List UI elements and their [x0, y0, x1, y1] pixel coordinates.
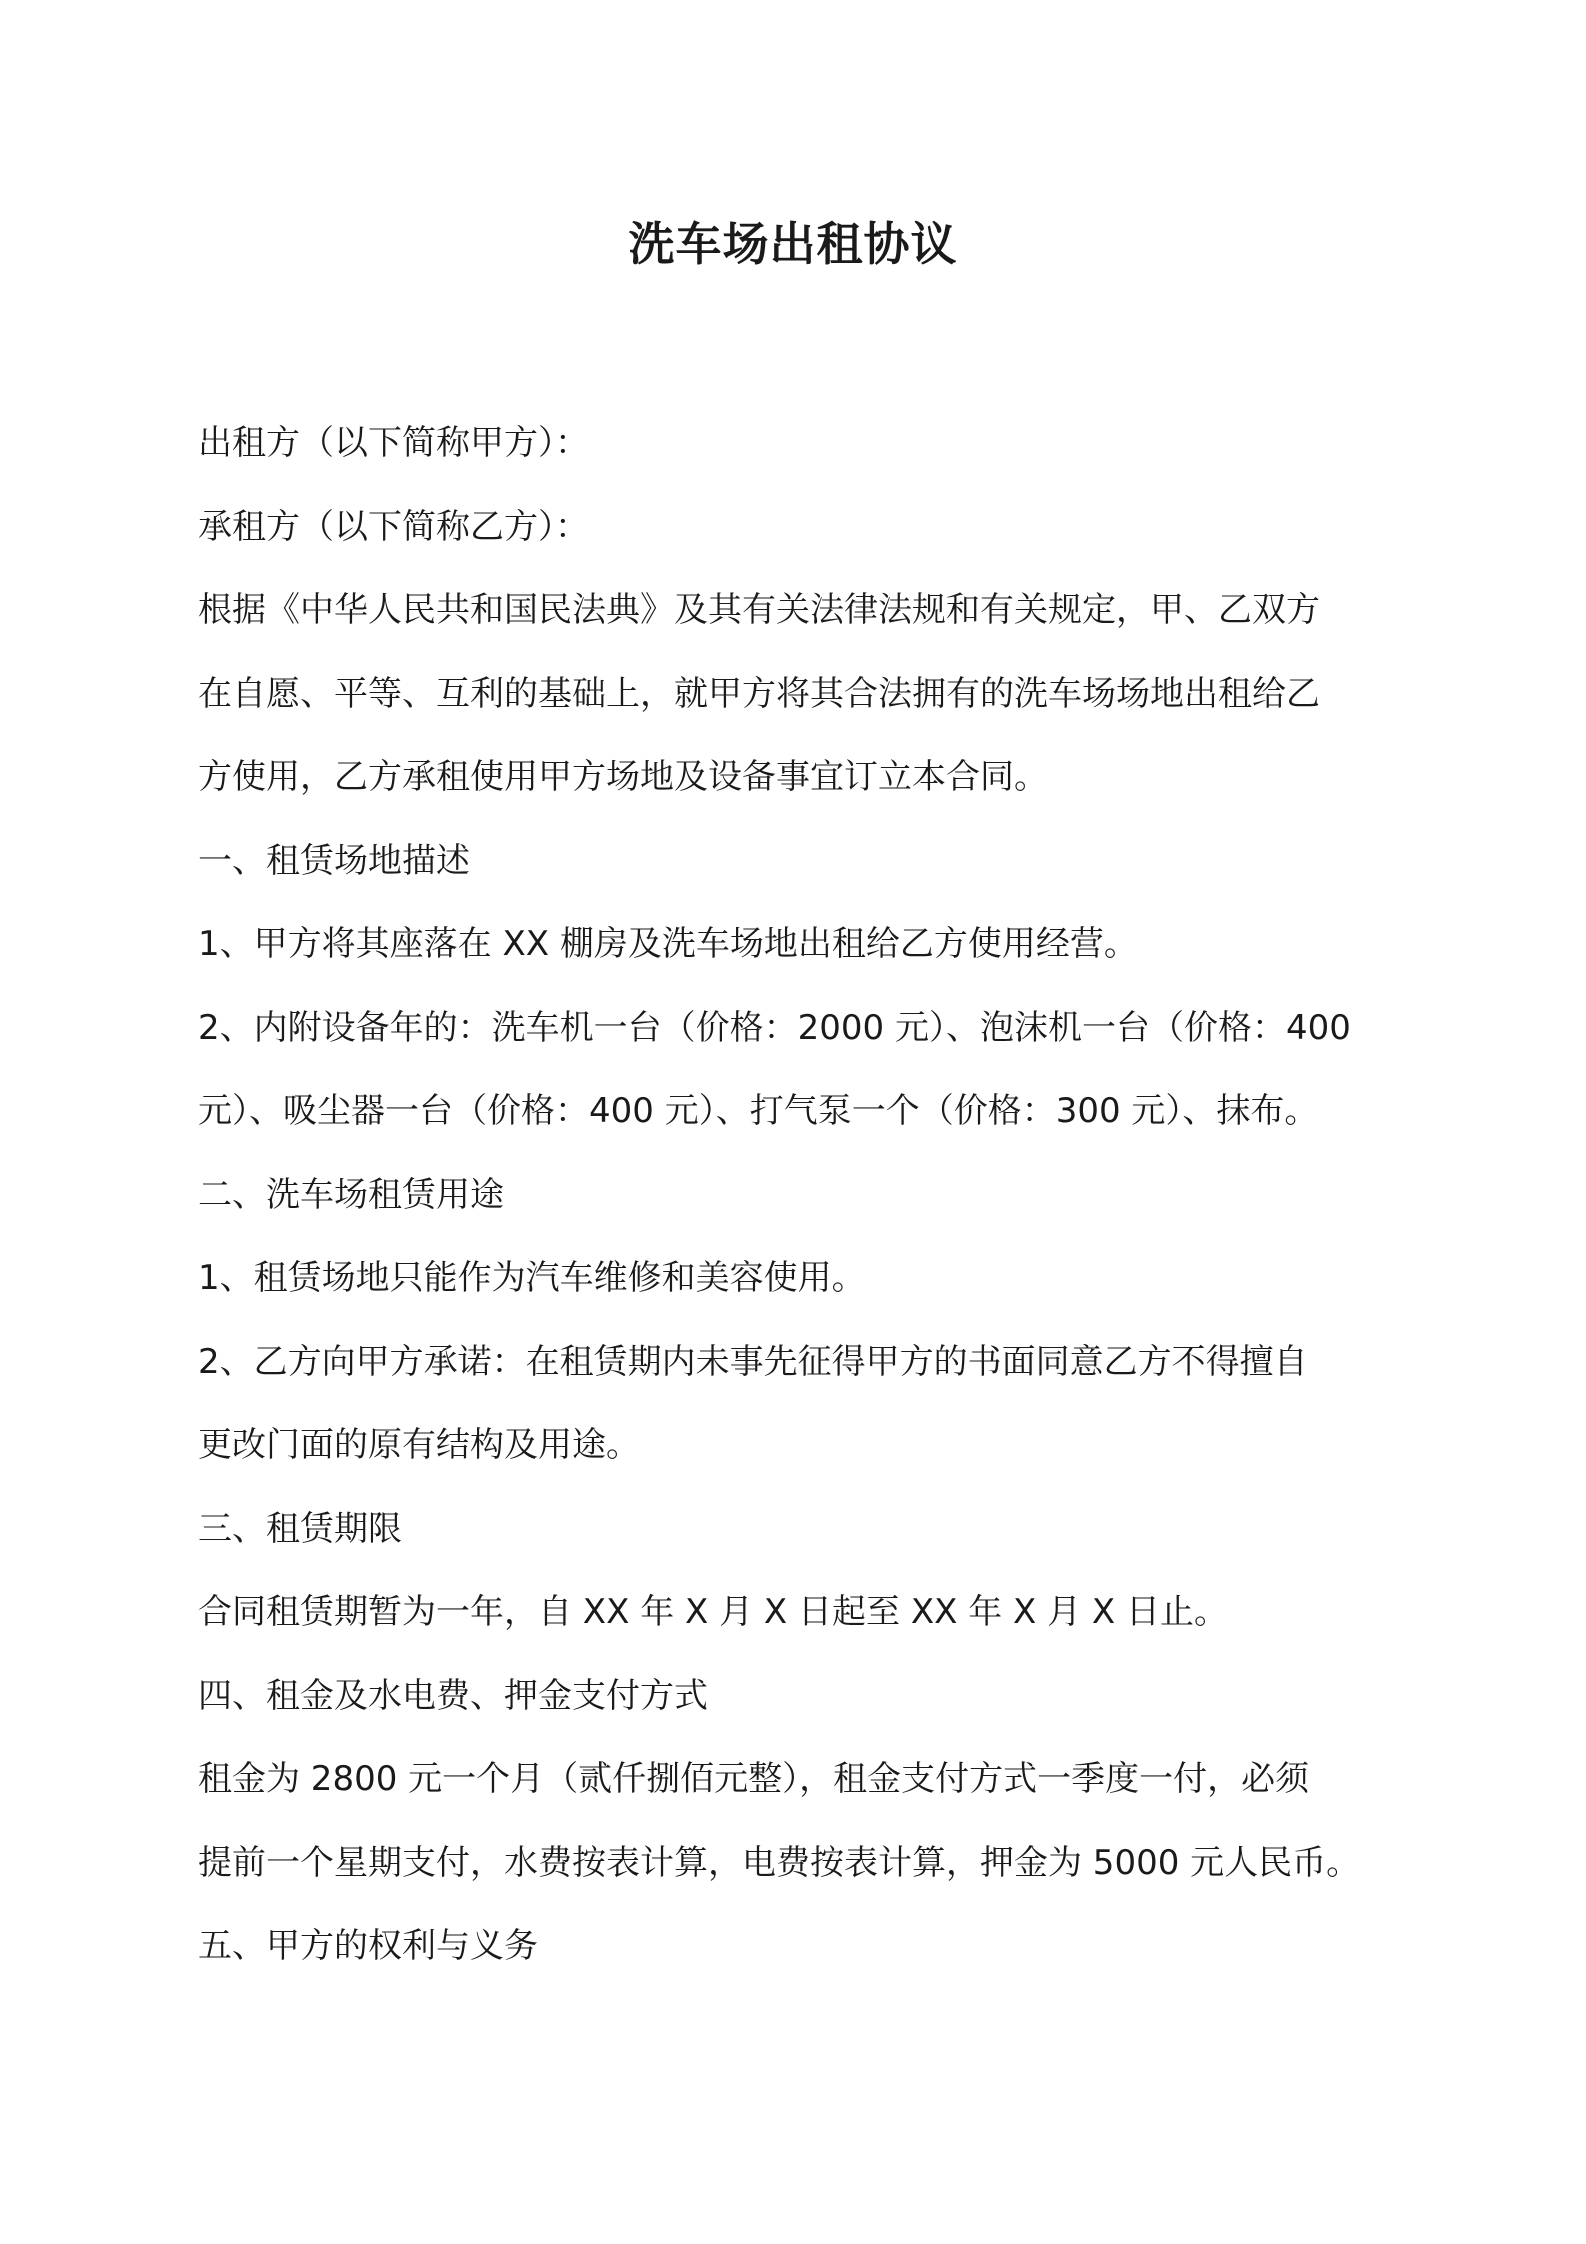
document-body — [198, 402, 1424, 1989]
preamble-line-1: 根据《中华人民共和国民法典》及其有关法律法规和有关规定，甲、乙双方 — [198, 590, 1320, 630]
clause-2-1: 1、租赁场地只能作为汽车维修和美容使用。 — [198, 1258, 866, 1298]
section-heading-2: 二、洗车场租赁用途 — [198, 1174, 504, 1215]
clause-2-2-line-1: 2、乙方向甲方承诺：在租赁期内未事先征得甲方的书面同意乙方不得擅自 — [198, 1341, 1308, 1382]
section-heading-4: 四、租金及水电费、押金支付方式 — [198, 1675, 708, 1716]
document-title: 洗车场出租协议 — [628, 217, 958, 271]
clause-4-line-2: 提前一个星期支付，水费按表计算，电费按表计算，押金为 5000 元人民币。 — [198, 1842, 1361, 1883]
preamble-line-2: 在自愿、平等、互利的基础上，就甲方将其合法拥有的洗车场场地出租给乙 — [198, 673, 1320, 714]
clause-3-term: 合同租赁期暂为一年，自 XX 年 X 月 X 日起至 XX 年 X 月 X 日止。 — [198, 1592, 1229, 1632]
clause-2-2-line-2: 更改门面的原有结构及用途。 — [198, 1425, 640, 1465]
lessor-line: 出租方（以下简称甲方）： — [198, 423, 589, 463]
preamble-line-3: 方使用，乙方承租使用甲方场地及设备事宜订立本合同。 — [198, 757, 1048, 797]
section-heading-1: 一、租赁场地描述 — [198, 840, 470, 881]
section-heading-5: 五、甲方的权利与义务 — [198, 1926, 538, 1966]
lessee-line: 承租方（以下简称乙方）： — [198, 506, 589, 547]
clause-4-line-1: 租金为 2800 元一个月（贰仟捌佰元整），租金支付方式一季度一付，必须 — [198, 1759, 1310, 1799]
clause-1-2-line-1: 2、内附设备年的：洗车机一台（价格：2000 元）、泡沫机一台（价格：400 — [198, 1007, 1351, 1048]
clause-1-2-line-2: 元）、吸尘器一台（价格：400 元）、打气泵一个（价格：300 元）、抹布。 — [198, 1091, 1319, 1131]
section-heading-3: 三、租赁期限 — [198, 1508, 402, 1549]
clause-1-1: 1、甲方将其座落在 XX 棚房及洗车场地出租给乙方使用经营。 — [198, 924, 1138, 964]
